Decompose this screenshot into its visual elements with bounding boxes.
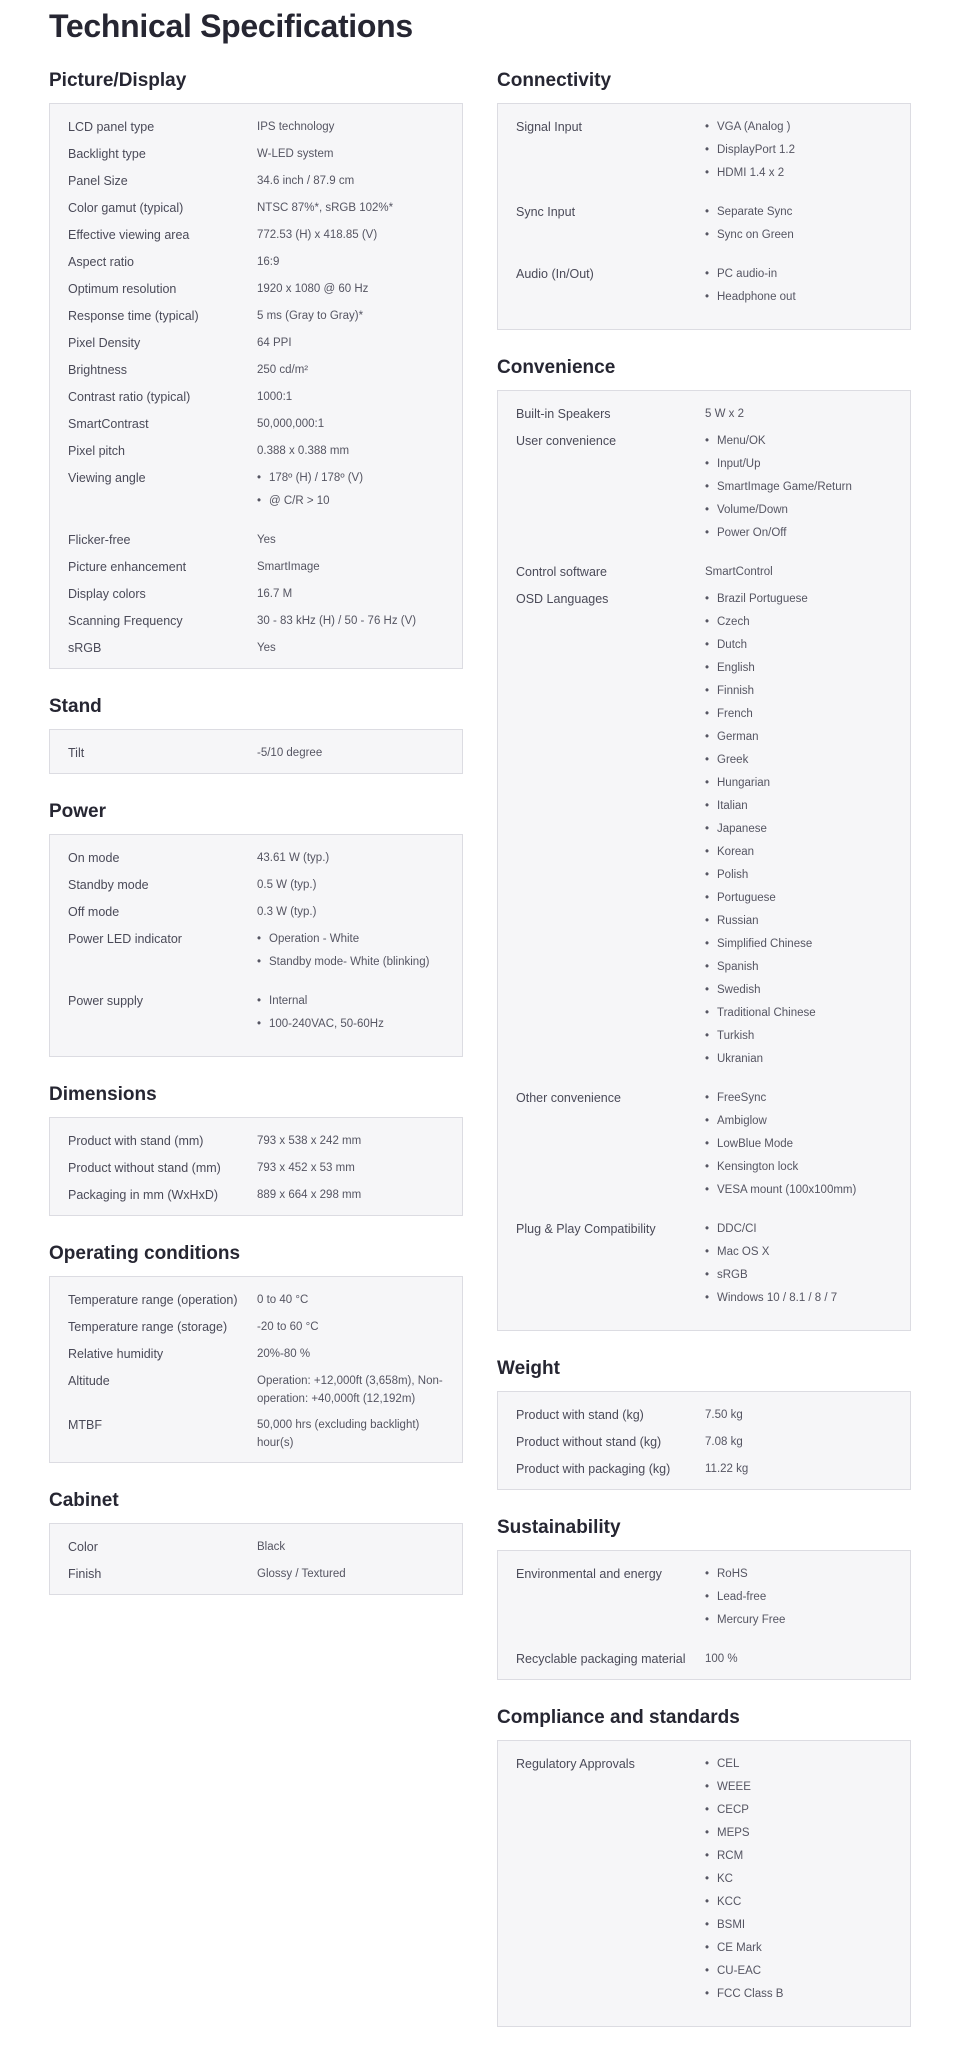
spec-value-item: • Swedish	[705, 981, 892, 999]
right-column	[497, 69, 911, 2053]
spec-section-operating-conditions	[49, 1242, 463, 1463]
spec-value-list	[705, 265, 892, 311]
spec-value-item: • CE Mark	[705, 1939, 892, 1957]
spec-value: 7.50 kg	[705, 1409, 743, 1421]
spec-value-item: • KCC	[705, 1893, 892, 1911]
spec-columns	[49, 69, 911, 2053]
spec-section-connectivity	[497, 69, 911, 330]
spec-row	[516, 1646, 892, 1673]
spec-label: Packaging in mm (WxHxD)	[68, 1188, 219, 1202]
spec-value: 7.08 kg	[705, 1436, 743, 1448]
spec-row	[68, 1561, 444, 1588]
spec-value-item: • Sync on Green	[705, 226, 892, 244]
spec-value-item: • Portuguese	[705, 889, 892, 907]
spec-value-item: • Mac OS X	[705, 1243, 892, 1261]
spec-value-item: • RoHS	[705, 1565, 892, 1583]
spec-row	[68, 581, 444, 608]
spec-value-list	[257, 992, 444, 1038]
spec-row	[68, 357, 444, 384]
spec-section-stand	[49, 695, 463, 774]
spec-value-item: • Ambiglow	[705, 1112, 892, 1130]
spec-label: Recyclable packaging material	[516, 1652, 686, 1666]
spec-value: 5 ms (Gray to Gray)*	[257, 310, 364, 322]
spec-value: 100 %	[705, 1653, 738, 1665]
spec-section-weight	[497, 1357, 911, 1490]
spec-value-item: • Input/Up	[705, 455, 892, 473]
spec-label: Temperature range (operation)	[68, 1293, 238, 1307]
spec-value-item: • 100-240VAC, 50-60Hz	[257, 1015, 444, 1033]
spec-section-sustainability	[497, 1516, 911, 1680]
spec-value-item: • Separate Sync	[705, 203, 892, 221]
spec-table	[49, 1117, 463, 1216]
spec-label: Altitude	[68, 1374, 110, 1388]
spec-value-item: • English	[705, 659, 892, 677]
spec-value-item: • Greek	[705, 751, 892, 769]
spec-table	[497, 103, 911, 330]
spec-section-compliance-and-standards	[497, 1706, 911, 2027]
spec-row	[68, 740, 444, 767]
spec-label: Built-in Speakers	[516, 407, 611, 421]
spec-value-item: • Volume/Down	[705, 501, 892, 519]
spec-label: LCD panel type	[68, 120, 155, 134]
spec-row	[516, 1456, 892, 1483]
section-title: Power	[49, 801, 107, 822]
spec-value: 50,000,000:1	[257, 418, 325, 430]
spec-value-item: • Headphone out	[705, 288, 892, 306]
spec-value-item: • WEEE	[705, 1778, 892, 1796]
spec-table	[49, 1523, 463, 1595]
spec-label: Brightness	[68, 363, 128, 377]
spec-label: Power supply	[68, 994, 144, 1008]
spec-label: Pixel Density	[68, 336, 141, 350]
left-column	[49, 69, 463, 2053]
spec-value-item: • Japanese	[705, 820, 892, 838]
spec-value: Black	[257, 1541, 286, 1553]
spec-value: SmartImage	[257, 561, 320, 573]
spec-value-item: • Russian	[705, 912, 892, 930]
spec-section-picture-display	[49, 69, 463, 669]
spec-row	[68, 195, 444, 222]
spec-label: Product with stand (mm)	[68, 1134, 204, 1148]
section-title: Weight	[497, 1358, 560, 1379]
section-title: Compliance and standards	[497, 1707, 740, 1728]
spec-value-list	[705, 1755, 892, 2008]
spec-row	[68, 1412, 444, 1456]
spec-value-list	[705, 1220, 892, 1312]
spec-row	[68, 1287, 444, 1314]
spec-label: Signal Input	[516, 120, 583, 134]
spec-row	[68, 411, 444, 438]
spec-value-list	[705, 118, 892, 187]
spec-value-list	[705, 1089, 892, 1204]
spec-value-item: • Power On/Off	[705, 524, 892, 542]
spec-value: 30 - 83 kHz (H) / 50 - 76 Hz (V)	[257, 615, 417, 627]
spec-value-item: • FreeSync	[705, 1089, 892, 1107]
spec-value-item: • Operation - White	[257, 930, 444, 948]
spec-value-item: • Standby mode- White (blinking)	[257, 953, 444, 971]
spec-table	[49, 834, 463, 1057]
spec-value-item: • Ukranian	[705, 1050, 892, 1068]
spec-table	[49, 1276, 463, 1463]
spec-row	[516, 199, 892, 261]
spec-table	[497, 1550, 911, 1680]
spec-value-item: • Dutch	[705, 636, 892, 654]
spec-table	[497, 1740, 911, 2027]
spec-value: 20%-80 %	[257, 1348, 311, 1360]
spec-label: Picture enhancement	[68, 560, 187, 574]
spec-value-item: • VGA (Analog )	[705, 118, 892, 136]
spec-value: 1000:1	[257, 391, 293, 403]
spec-label: Relative humidity	[68, 1347, 164, 1361]
spec-value-list	[705, 590, 892, 1073]
spec-value-item: • Kensington lock	[705, 1158, 892, 1176]
spec-row	[68, 527, 444, 554]
spec-value-item: • Czech	[705, 613, 892, 631]
spec-row	[68, 168, 444, 195]
spec-row	[68, 1341, 444, 1368]
spec-value: 772.53 (H) x 418.85 (V)	[257, 229, 378, 241]
spec-label: Color gamut (typical)	[68, 201, 184, 215]
spec-value: 1920 x 1080 @ 60 Hz	[257, 283, 369, 295]
page-title: Technical Specifications	[49, 8, 413, 44]
spec-value-list	[705, 432, 892, 547]
spec-row	[68, 1182, 444, 1209]
spec-row	[68, 303, 444, 330]
spec-value: 5 W x 2	[705, 408, 744, 420]
spec-label: Response time (typical)	[68, 309, 199, 323]
spec-value-item: • PC audio-in	[705, 265, 892, 283]
spec-value: 16:9	[257, 256, 280, 268]
spec-row	[68, 141, 444, 168]
spec-label: SmartContrast	[68, 417, 149, 431]
spec-label: Tilt	[68, 746, 85, 760]
spec-row	[68, 249, 444, 276]
section-title: Dimensions	[49, 1084, 157, 1105]
spec-value-item: • CEL	[705, 1755, 892, 1773]
spec-value-list	[257, 930, 444, 976]
spec-row	[68, 1128, 444, 1155]
spec-value: 250 cd/m²	[257, 364, 309, 376]
spec-row	[516, 559, 892, 586]
spec-label: OSD Languages	[516, 592, 609, 606]
spec-label: On mode	[68, 851, 120, 865]
spec-label: Power LED indicator	[68, 932, 182, 946]
spec-value: 64 PPI	[257, 337, 292, 349]
spec-value: 0.5 W (typ.)	[257, 879, 317, 891]
spec-label: Other convenience	[516, 1091, 621, 1105]
spec-row	[68, 845, 444, 872]
spec-value-item: • Turkish	[705, 1027, 892, 1045]
spec-value-item: • Simplified Chinese	[705, 935, 892, 953]
spec-table	[497, 1391, 911, 1490]
spec-value-item: • HDMI 1.4 x 2	[705, 164, 892, 182]
spec-value-item: • KC	[705, 1870, 892, 1888]
spec-value-item: • Italian	[705, 797, 892, 815]
spec-value-item: • RCM	[705, 1847, 892, 1865]
spec-label: Backlight type	[68, 147, 146, 161]
spec-label: Aspect ratio	[68, 255, 135, 269]
spec-value-item: • DisplayPort 1.2	[705, 141, 892, 159]
spec-row	[68, 554, 444, 581]
spec-row	[68, 330, 444, 357]
spec-value: Glossy / Textured	[257, 1568, 346, 1580]
spec-value: 34.6 inch / 87.9 cm	[257, 175, 355, 187]
spec-value: -5/10 degree	[257, 747, 323, 759]
spec-label: Regulatory Approvals	[516, 1757, 635, 1771]
spec-row	[516, 586, 892, 1085]
spec-label: Environmental and energy	[516, 1567, 662, 1581]
spec-row	[68, 1534, 444, 1561]
spec-value: Yes	[257, 642, 276, 654]
spec-value: SmartControl	[705, 566, 773, 578]
spec-label: Flicker-free	[68, 533, 131, 547]
spec-label: Temperature range (storage)	[68, 1320, 228, 1334]
spec-value-item: • LowBlue Mode	[705, 1135, 892, 1153]
spec-row	[68, 1155, 444, 1182]
spec-value-item: • BSMI	[705, 1916, 892, 1934]
spec-value-item: • CU-EAC	[705, 1962, 892, 1980]
spec-value-item: • DDC/CI	[705, 1220, 892, 1238]
spec-value: 0.388 x 0.388 mm	[257, 445, 350, 457]
spec-table	[497, 390, 911, 1331]
spec-value-item: • SmartImage Game/Return	[705, 478, 892, 496]
spec-value-item: • German	[705, 728, 892, 746]
spec-value-item: • Brazil Portuguese	[705, 590, 892, 608]
spec-value-item: • Korean	[705, 843, 892, 861]
spec-value-item: • MEPS	[705, 1824, 892, 1842]
spec-label: sRGB	[68, 641, 102, 655]
spec-value: 793 x 538 x 242 mm	[257, 1135, 362, 1147]
spec-value-item: • French	[705, 705, 892, 723]
spec-row	[68, 926, 444, 988]
spec-row	[68, 1314, 444, 1341]
spec-row	[68, 384, 444, 411]
spec-value: Operation: +12,000ft (3,658m), Non-operation: +40,000ft (12,192m)	[257, 1375, 443, 1405]
spec-row	[68, 1368, 444, 1412]
spec-row	[68, 465, 444, 527]
section-title: Operating conditions	[49, 1243, 241, 1264]
section-title: Connectivity	[497, 70, 612, 91]
spec-label: Product with packaging (kg)	[516, 1462, 671, 1476]
spec-value: -20 to 60 °C	[257, 1321, 319, 1333]
section-title: Stand	[49, 696, 102, 717]
spec-row	[516, 1751, 892, 2020]
spec-value-item: • Lead-free	[705, 1588, 892, 1606]
spec-value: IPS technology	[257, 121, 335, 133]
spec-label: Sync Input	[516, 205, 576, 219]
spec-row	[516, 428, 892, 559]
spec-row	[516, 114, 892, 199]
spec-label: Plug & Play Compatibility	[516, 1222, 656, 1236]
spec-value: 889 x 664 x 298 mm	[257, 1189, 362, 1201]
spec-row	[68, 635, 444, 662]
spec-row	[68, 438, 444, 465]
spec-value-item: • Internal	[257, 992, 444, 1010]
spec-value-item: • Polish	[705, 866, 892, 884]
spec-label: Product without stand (mm)	[68, 1161, 221, 1175]
spec-row	[516, 401, 892, 428]
spec-value-list	[257, 469, 444, 515]
spec-label: Optimum resolution	[68, 282, 177, 296]
spec-value: 11.22 kg	[705, 1463, 749, 1475]
spec-section-power	[49, 800, 463, 1057]
spec-label: Product without stand (kg)	[516, 1435, 662, 1449]
spec-label: Viewing angle	[68, 471, 146, 485]
spec-row	[68, 608, 444, 635]
spec-value-item: • @ C/R > 10	[257, 492, 444, 510]
spec-row	[68, 872, 444, 899]
spec-label: Control software	[516, 565, 608, 579]
spec-row	[516, 1561, 892, 1646]
spec-row	[516, 1402, 892, 1429]
spec-row	[516, 261, 892, 323]
spec-value-item: • FCC Class B	[705, 1985, 892, 2003]
spec-table	[49, 729, 463, 774]
spec-row	[516, 1429, 892, 1456]
spec-label: Color	[68, 1540, 98, 1554]
spec-value-list	[705, 1565, 892, 1634]
spec-value-item: • VESA mount (100x100mm)	[705, 1181, 892, 1199]
spec-value: W-LED system	[257, 148, 334, 160]
spec-value: NTSC 87%*, sRGB 102%*	[257, 202, 394, 214]
spec-value: 0.3 W (typ.)	[257, 906, 317, 918]
section-title: Sustainability	[497, 1517, 621, 1538]
spec-value-item: • Mercury Free	[705, 1611, 892, 1629]
spec-label: Scanning Frequency	[68, 614, 183, 628]
spec-label: User convenience	[516, 434, 617, 448]
spec-value: 0 to 40 °C	[257, 1294, 309, 1306]
spec-value-item: • Menu/OK	[705, 432, 892, 450]
spec-section-cabinet	[49, 1489, 463, 1595]
spec-value-item: • sRGB	[705, 1266, 892, 1284]
spec-value-item: • 178º (H) / 178º (V)	[257, 469, 444, 487]
spec-row	[68, 899, 444, 926]
spec-label: Standby mode	[68, 878, 149, 892]
spec-value-item: • CECP	[705, 1801, 892, 1819]
spec-row	[68, 114, 444, 141]
spec-label: Product with stand (kg)	[516, 1408, 644, 1422]
spec-value: Yes	[257, 534, 276, 546]
spec-section-convenience	[497, 356, 911, 1331]
spec-value: 16.7 M	[257, 588, 293, 600]
spec-row	[68, 988, 444, 1050]
spec-label: Pixel pitch	[68, 444, 125, 458]
spec-row	[68, 276, 444, 303]
section-title: Picture/Display	[49, 70, 187, 91]
spec-value-item: • Traditional Chinese	[705, 1004, 892, 1022]
spec-label: MTBF	[68, 1418, 103, 1432]
spec-value-item: • Spanish	[705, 958, 892, 976]
spec-label: Effective viewing area	[68, 228, 190, 242]
spec-value: 50,000 hrs (excluding backlight) hour(s)	[257, 1419, 420, 1449]
spec-table	[49, 103, 463, 669]
spec-value-list	[705, 203, 892, 249]
spec-row	[68, 222, 444, 249]
spec-label: Audio (In/Out)	[516, 267, 594, 281]
spec-value: 793 x 452 x 53 mm	[257, 1162, 355, 1174]
spec-value-item: • Windows 10 / 8.1 / 8 / 7	[705, 1289, 892, 1307]
spec-label: Off mode	[68, 905, 120, 919]
spec-section-dimensions	[49, 1083, 463, 1216]
spec-value: 43.61 W (typ.)	[257, 852, 330, 864]
spec-label: Contrast ratio (typical)	[68, 390, 191, 404]
spec-value-item: • Hungarian	[705, 774, 892, 792]
section-title: Cabinet	[49, 1490, 119, 1511]
spec-row	[516, 1085, 892, 1216]
spec-label: Finish	[68, 1567, 102, 1581]
spec-label: Display colors	[68, 587, 146, 601]
spec-row	[516, 1216, 892, 1324]
spec-value-item: • Finnish	[705, 682, 892, 700]
section-title: Convenience	[497, 357, 616, 378]
spec-label: Panel Size	[68, 174, 128, 188]
